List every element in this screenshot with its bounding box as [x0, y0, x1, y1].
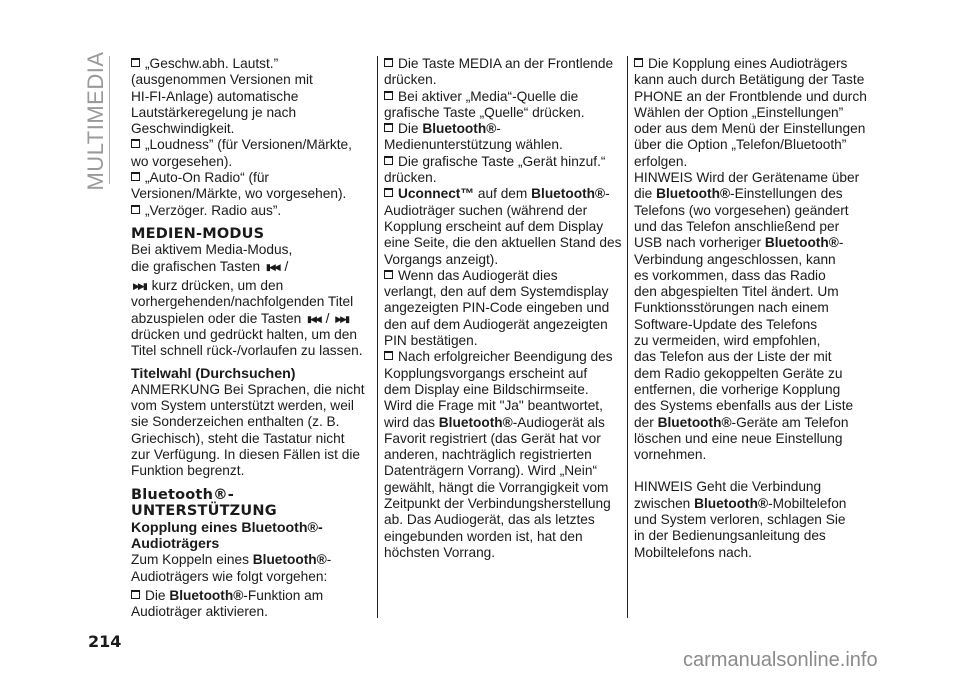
text-line	[131, 242, 371, 258]
bullet-item	[131, 56, 371, 137]
bullet-item	[634, 56, 874, 170]
text-run: grafische Taste „Quelle“ drücken.	[384, 104, 585, 120]
text-run: -	[605, 186, 610, 202]
text-run: -	[838, 235, 844, 251]
text-run: Funktion begrenzt.	[131, 463, 245, 479]
text-run: die	[634, 186, 657, 202]
text-line	[131, 105, 371, 121]
text-run: ANMERKUNG Bei Sprachen, die nicht	[131, 381, 365, 397]
text-line	[634, 154, 874, 170]
text-run: zur Verfügung. In diesen Fällen ist die	[131, 447, 361, 463]
text-line	[131, 137, 371, 153]
text-run: USB nach vorheriger	[634, 235, 765, 251]
text-run: den auf dem Audiogerät angezeigten	[384, 316, 608, 332]
text-run: entfernen, die vorherige Kopplung	[634, 381, 841, 397]
text-line	[384, 431, 624, 447]
bold-text-run: Bluetooth®	[422, 121, 497, 137]
text-run: Audioträger suchen (während der	[384, 202, 588, 218]
text-run: Bei aktiver „Media“-Quelle die	[398, 88, 579, 104]
text-run: Die Taste MEDIA an der Frontlende	[398, 56, 614, 71]
text-line	[131, 343, 371, 359]
text-line	[131, 226, 371, 243]
text-run: Die grafische Taste „Gerät hinzuf.“	[398, 153, 606, 169]
text-line	[634, 105, 874, 121]
text-line	[634, 300, 874, 316]
text-line	[384, 529, 624, 545]
text-run: des Systems ebenfalls aus der Liste	[634, 398, 854, 414]
text-line	[131, 431, 371, 447]
text-run: drücken.	[384, 72, 437, 88]
bold-text-run: Bluetooth®	[657, 414, 732, 430]
text-line	[634, 137, 874, 153]
text-line	[384, 170, 624, 186]
checkbox-bullet-icon	[384, 123, 393, 132]
text-run: zwischen	[634, 495, 695, 511]
text-line	[384, 121, 624, 137]
text-line	[634, 382, 874, 398]
text-line	[131, 536, 371, 552]
text-run: HI-FI-Anlage) automatische	[131, 88, 299, 104]
text-line	[131, 398, 371, 414]
text-run: -Funktion am	[243, 587, 324, 603]
text-run: erfolgen.	[634, 153, 688, 169]
text-line	[384, 545, 624, 561]
text-run: Bei aktivem Media-Modus,	[131, 242, 293, 258]
text-line	[384, 72, 624, 88]
text-line	[131, 604, 371, 620]
text-line	[131, 203, 371, 219]
bullet-item	[384, 121, 624, 154]
text-line	[384, 366, 624, 382]
next-track-icon: ▶▶▮	[335, 313, 349, 324]
text-run: Kopplungsvorgangs erscheint auf	[384, 365, 588, 381]
text-line	[384, 480, 624, 496]
checkbox-bullet-icon	[384, 270, 393, 279]
text-line	[634, 89, 874, 105]
text-line	[131, 327, 371, 343]
bold-text-run: Bluetooth®	[252, 552, 327, 568]
previous-track-icon: ▮◀◀	[307, 313, 320, 324]
text-run: Favorit registriert (das Gerät hat vor	[384, 430, 601, 446]
section-label-text: MULTIMEDIA	[83, 51, 108, 191]
text-run: anderen, nachträglich registrierten	[384, 447, 592, 463]
text-line	[384, 154, 624, 170]
text-line	[634, 219, 874, 235]
checkbox-bullet-icon	[131, 139, 140, 148]
text-run: und das Telefon anschließend per	[634, 218, 840, 234]
column-divider	[377, 56, 378, 618]
bold-text-run: Bluetooth®	[438, 414, 513, 430]
text-run: Zeitpunkt der Verbindungsherstellung	[384, 496, 611, 512]
text-run: HINWEIS Geht die Verbindung	[634, 479, 822, 495]
text-run: Griechisch), steht die Tastatur nicht	[131, 430, 345, 446]
next-track-icon: ▶▶▮	[133, 281, 146, 292]
text-run: oder aus dem Menü der Einstellungen	[634, 121, 866, 137]
text-line	[384, 203, 624, 219]
checkbox-bullet-icon	[384, 188, 393, 197]
text-line	[131, 278, 371, 294]
text-line	[131, 186, 371, 202]
text-line	[131, 552, 371, 568]
text-run: dem Radio gekoppelten Geräte zu	[634, 365, 843, 381]
text-line	[634, 349, 874, 365]
text-run: eine Seite, die den aktuellen Stand des	[384, 235, 622, 251]
text-run: Telefons (wo vorgesehen) geändert	[634, 202, 849, 218]
text-run: Titelwahl (Durchsuchen)	[131, 365, 296, 382]
text-line	[634, 512, 874, 528]
text-line	[634, 203, 874, 219]
text-line	[131, 569, 371, 585]
text-run: die grafischen Tasten	[131, 258, 264, 274]
text-line	[131, 259, 371, 275]
text-run: Geschwindigkeit.	[131, 121, 235, 137]
text-line	[634, 479, 874, 495]
text-run: der	[634, 414, 658, 430]
text-line	[384, 398, 624, 414]
text-run: -	[326, 552, 332, 568]
text-run: HINWEIS Wird der Gerätename über	[634, 170, 860, 186]
text-run: -Audiogerät als	[512, 414, 605, 430]
text-column-1	[131, 56, 371, 620]
text-run: Medienunterstützung wählen.	[384, 137, 563, 153]
watermark: carmanualsonline.info	[683, 649, 878, 671]
text-line	[384, 382, 624, 398]
text-run: verlangt, den auf dem Systemdisplay	[384, 284, 609, 300]
bullet-item	[384, 154, 624, 187]
text-line	[634, 545, 874, 561]
text-run: in der Bedienungsanleitung des	[634, 528, 826, 544]
text-run: „Geschw.abh. Lautst.”	[145, 56, 279, 71]
bullet-item	[131, 203, 371, 219]
text-run: UNTERSTÜTZUNG	[131, 503, 277, 520]
text-line	[634, 317, 874, 333]
text-run: wo vorgesehen).	[131, 153, 233, 169]
text-run: -Mobiltelefon	[768, 495, 847, 511]
text-line	[634, 333, 874, 349]
text-line	[384, 56, 624, 72]
text-run: MEDIEN-MODUS	[131, 225, 265, 242]
text-run: Kopplung eines Bluetooth®-	[131, 519, 323, 536]
text-line	[634, 284, 874, 300]
section-rule	[109, 56, 110, 184]
text-run: Die	[145, 587, 170, 603]
bullet-item	[131, 137, 371, 170]
text-run: Wird die Frage mit "Ja" beantwortet,	[384, 398, 603, 414]
text-column-3	[634, 56, 874, 561]
text-line	[384, 219, 624, 235]
text-run: drücken und gedrückt halten, um den	[131, 326, 357, 342]
bullet-item	[384, 186, 624, 267]
text-run: zu vermeiden, wird empfohlen,	[634, 333, 821, 349]
text-run: „Verzöger. Radio aus”.	[145, 202, 282, 218]
text-run: Lautstärkeregelung je nach	[131, 104, 297, 120]
text-line	[131, 520, 371, 536]
bold-text-run: Bluetooth®	[764, 235, 839, 251]
text-run: -	[496, 121, 501, 137]
text-run: „Auto-On Radio“ (für	[145, 170, 269, 186]
text-run: und System verloren, schlagen Sie	[634, 512, 846, 528]
text-run: PHONE an der Frontblende und durch	[634, 88, 867, 104]
text-run: /	[321, 310, 334, 326]
checkbox-bullet-icon	[634, 58, 643, 67]
text-line	[384, 252, 624, 268]
checkbox-bullet-icon	[131, 205, 140, 214]
text-line	[634, 415, 874, 431]
checkbox-bullet-icon	[384, 156, 393, 165]
text-line	[384, 415, 624, 431]
bullet-item	[131, 588, 371, 621]
heading	[131, 366, 371, 382]
text-run: ab. Das Audiogerät, das als letztes	[384, 512, 595, 528]
text-run: Wenn das Audiogerät dies	[398, 267, 558, 283]
text-run: „Loudness” (für Versionen/Märkte,	[145, 137, 352, 153]
text-run: Zum Koppeln eines	[131, 552, 253, 568]
text-run: vornehmen.	[634, 447, 707, 463]
text-run: gewählt, hängt die Vorrangigkeit vom	[384, 479, 609, 495]
text-line	[634, 235, 874, 251]
text-run: Titel schnell rück-/vorlaufen zu lassen.	[131, 343, 363, 359]
checkbox-bullet-icon	[384, 91, 393, 100]
text-run: vorhergehenden/nachfolgenden Titel	[131, 294, 354, 310]
bold-text-run: Uconnect™	[398, 186, 475, 202]
text-line	[634, 186, 874, 202]
text-line	[131, 121, 371, 137]
text-run: Wählen der Option „Einstellungen”	[634, 104, 844, 120]
text-line	[634, 496, 874, 512]
text-line	[131, 311, 371, 327]
text-line	[634, 431, 874, 447]
checkbox-bullet-icon	[384, 351, 393, 360]
text-run: Vorgangs anzeigt).	[384, 251, 499, 267]
text-line	[634, 72, 874, 88]
text-line	[131, 463, 371, 479]
text-run: Kopplung erscheint auf dem Display	[384, 218, 604, 234]
text-line	[131, 447, 371, 463]
text-line	[384, 463, 624, 479]
bold-text-run: Bluetooth®	[694, 495, 769, 511]
text-line	[131, 72, 371, 88]
text-line	[634, 56, 874, 72]
bullet-item	[131, 170, 371, 203]
text-run: kann auch durch Betätigung der Taste	[634, 72, 865, 88]
text-run: Bluetooth®-	[131, 486, 235, 503]
checkbox-bullet-icon	[131, 58, 140, 67]
previous-track-icon: ▮◀◀	[265, 261, 279, 272]
text-run: Funktionsstörungen nach einem	[634, 300, 829, 316]
text-run: Audioträger aktivieren.	[131, 604, 268, 620]
text-run: sie Sonderzeichen enthalten (z. B.	[131, 414, 340, 430]
text-line	[131, 382, 371, 398]
text-run: Mobiltelefons nach.	[634, 544, 752, 560]
text-run: vom System unterstützt werden, weil	[131, 398, 354, 414]
text-line	[384, 512, 624, 528]
text-line	[384, 300, 624, 316]
heading	[131, 487, 371, 520]
heading	[131, 226, 371, 243]
text-line	[131, 503, 371, 520]
text-run: eingebunden worden ist, hat den	[384, 528, 583, 544]
text-line	[634, 252, 874, 268]
text-run: Verbindung angeschlossen, kann	[634, 251, 836, 267]
text-run: angezeigten PIN-Code eingeben und	[384, 300, 610, 316]
text-run: Nach erfolgreicher Beendigung des	[398, 349, 613, 365]
text-run: dem Display eine Bildschirmseite.	[384, 381, 589, 397]
text-column-2	[384, 56, 624, 561]
text-run: wird das	[384, 414, 439, 430]
text-line	[384, 89, 624, 105]
text-line	[384, 235, 624, 251]
text-line	[634, 121, 874, 137]
bold-text-run: Bluetooth®	[656, 186, 731, 202]
text-line	[634, 528, 874, 544]
text-run: drücken.	[384, 170, 437, 186]
text-run: den abgespielten Titel ändert. Um	[634, 284, 839, 300]
bold-text-run: Bluetooth®	[169, 587, 244, 603]
text-run: -Geräte am Telefon	[731, 414, 849, 430]
text-run: /	[280, 258, 289, 274]
text-line	[634, 447, 874, 463]
text-line	[131, 89, 371, 105]
paragraph	[131, 382, 371, 480]
text-run: PIN bestätigen.	[384, 333, 478, 349]
text-line	[384, 105, 624, 121]
text-line	[384, 333, 624, 349]
text-run: Audioträgers wie folgt vorgehen:	[131, 568, 328, 584]
text-line	[384, 496, 624, 512]
text-line	[131, 170, 371, 186]
checkbox-bullet-icon	[384, 58, 393, 67]
text-line	[131, 56, 371, 72]
paragraph	[634, 479, 874, 560]
heading	[131, 520, 371, 553]
text-line	[634, 366, 874, 382]
text-run: Datenträgern Vorrang). Wird „Nein“	[384, 463, 597, 479]
paragraph	[634, 170, 874, 463]
text-line	[634, 268, 874, 284]
paragraph	[131, 278, 371, 359]
text-run: Versionen/Märkte, wo vorgesehen).	[131, 186, 347, 202]
text-run: löschen und eine neue Einstellung	[634, 430, 843, 446]
text-run: kurz drücken, um den	[147, 278, 284, 294]
text-line	[634, 170, 874, 186]
paragraph	[131, 242, 371, 275]
text-run: Software-Update des Telefons	[634, 316, 818, 332]
text-run: Die Kopplung eines Audioträgers	[648, 56, 848, 71]
bold-text-run: Bluetooth®	[531, 186, 606, 202]
text-run: -Einstellungen des	[730, 186, 843, 202]
text-run: das Telefon aus der Liste der mit	[634, 349, 832, 365]
text-line	[131, 366, 371, 382]
section-label	[83, 51, 108, 191]
text-line	[634, 398, 874, 414]
checkbox-bullet-icon	[131, 590, 140, 599]
column-divider	[627, 56, 628, 618]
text-line	[384, 186, 624, 202]
text-run: höchsten Vorrang.	[384, 544, 496, 560]
text-line	[131, 154, 371, 170]
text-line	[384, 447, 624, 463]
text-line	[131, 414, 371, 430]
page-number: 214	[88, 632, 122, 651]
text-run: über die Option „Telefon/Bluetooth”	[634, 137, 847, 153]
text-run: auf dem	[474, 186, 532, 202]
bullet-item	[384, 268, 624, 349]
bullet-item	[384, 89, 624, 122]
bullet-item	[384, 56, 624, 89]
text-run: abzuspielen oder die Tasten	[131, 310, 306, 326]
text-line	[384, 349, 624, 365]
text-line	[384, 137, 624, 153]
text-line	[384, 317, 624, 333]
text-run: Audioträgers	[131, 535, 220, 552]
text-run: (ausgenommen Versionen mit	[131, 72, 313, 88]
text-run: es vorkommen, dass das Radio	[634, 267, 826, 283]
paragraph	[131, 552, 371, 585]
text-line	[131, 588, 371, 604]
text-line	[131, 294, 371, 310]
text-line	[384, 284, 624, 300]
text-line	[131, 487, 371, 504]
checkbox-bullet-icon	[131, 172, 140, 181]
bullet-item	[384, 349, 624, 561]
text-line	[384, 268, 624, 284]
text-run: Die	[398, 121, 423, 137]
